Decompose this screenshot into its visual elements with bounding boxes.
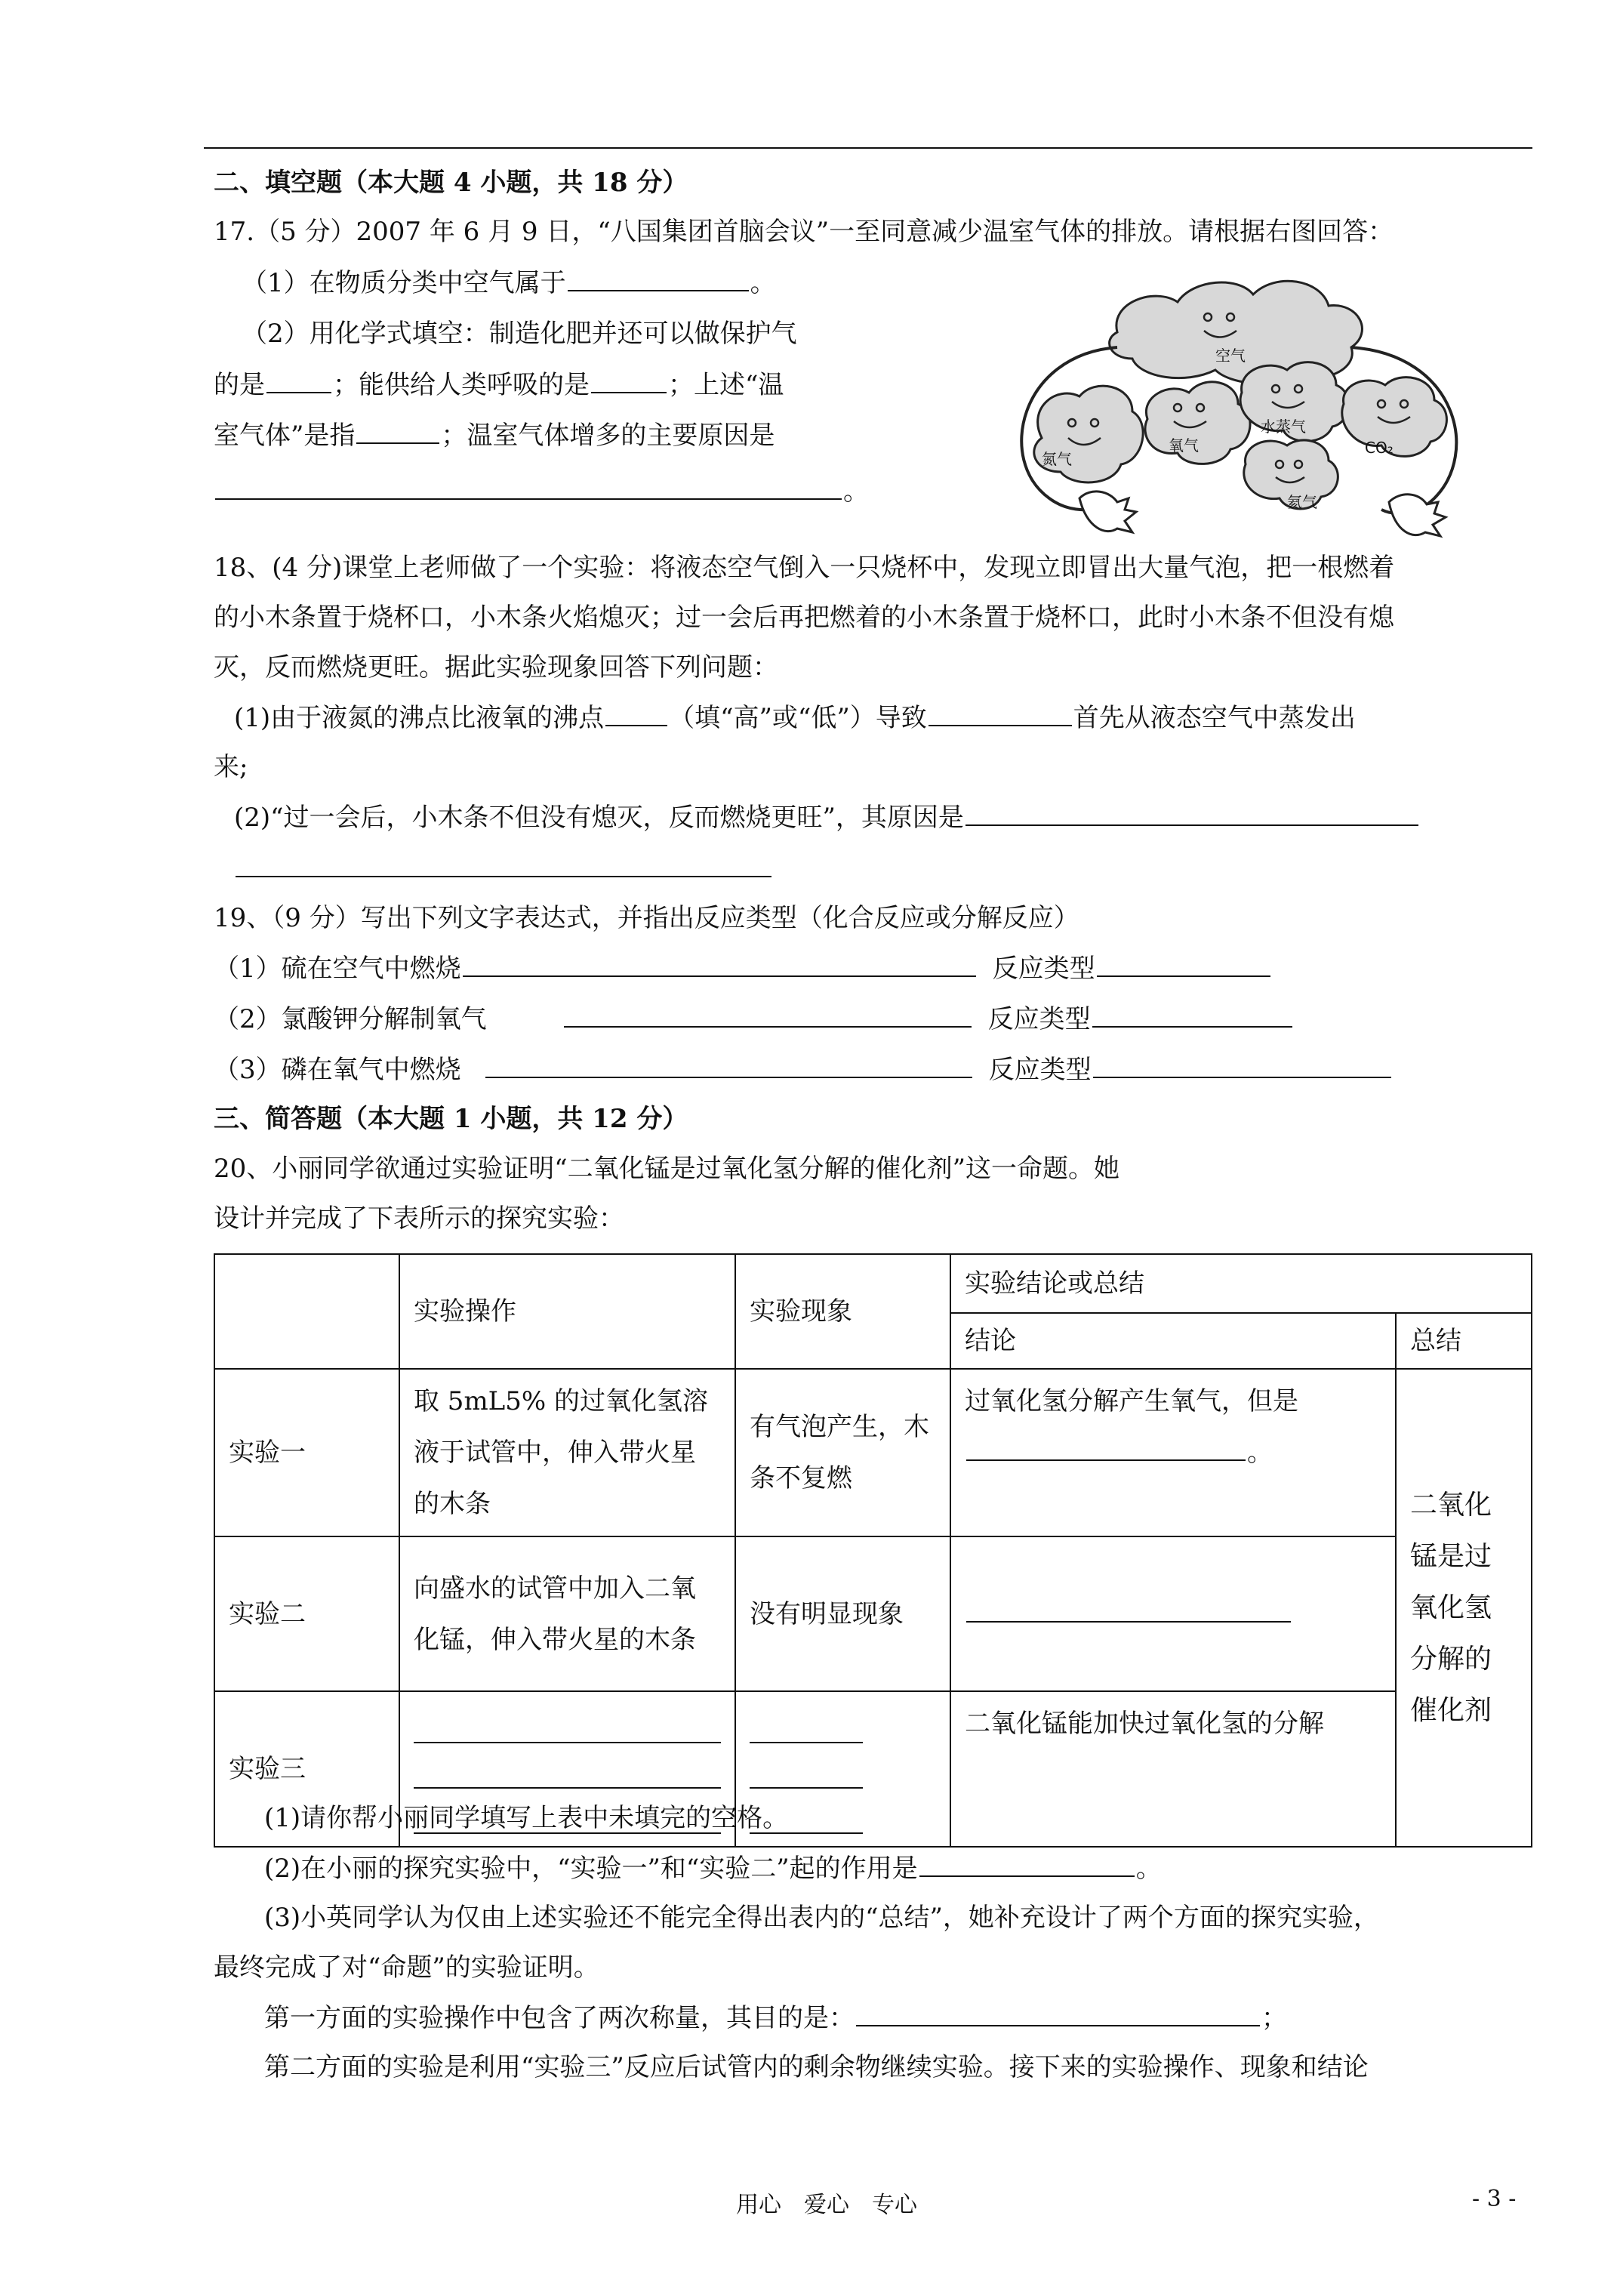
table-row: [214, 1369, 1532, 1536]
summary-cell: 二氧化锰是过氧化氢分解的催化剂: [1396, 1369, 1532, 1847]
q17-part2-line1: （2）用化学式填空：制造化肥并还可以做保护气: [242, 319, 797, 349]
header-conclusion: 结论: [950, 1313, 1396, 1369]
q18-part1: [234, 702, 1356, 733]
table-row: [214, 1536, 1532, 1691]
q20-part4-text: 第一方面的实验操作中包含了两次称量，其目的是：: [264, 2003, 855, 2033]
row-1-conclusion-text: 过氧化氢分解产生氧气，但是: [965, 1386, 1298, 1416]
q19-item-3-label: （3）磷在氧气中燃烧: [214, 1055, 461, 1085]
label-helium: 氦气: [1287, 493, 1317, 511]
q18-part1-text-a: (1)由于液氮的沸点比液氧的沸点: [234, 703, 605, 733]
q17-part2-text-d: 室气体”是指: [214, 421, 356, 451]
row-2-name: 实验二: [214, 1536, 399, 1691]
row-2-phenomenon: 没有明显现象: [735, 1536, 950, 1691]
q18-part1-end: 来;: [214, 752, 248, 782]
label-nitrogen: 氮气: [1042, 450, 1072, 468]
q19-item-2-type-label: 反应类型: [987, 1004, 1091, 1034]
q17-intro: 17.（5 分）2007 年 6 月 9 日，“八国集团首脑会议”一至同意减少温室气体的排放。请根据右图回答：: [214, 217, 1394, 247]
q20-part5: 第二方面的实验是利用“实验三”反应后试管内的剩余物继续实验。接下来的实验操作、现象和结论: [264, 2052, 1369, 2082]
row-3-operation-blank-2[interactable]: [414, 1749, 721, 1789]
label-water-vapor: 水蒸气: [1261, 418, 1306, 436]
q17-answer-blank-5[interactable]: [215, 476, 842, 500]
q18-answer-blank-3[interactable]: [965, 802, 1418, 826]
q18-part1-text-c: 首先从液态空气中蒸发出: [1073, 703, 1356, 733]
q17-part2-line2: [214, 369, 784, 400]
q19-item-2-label: （2）氯酸钾分解制氧气: [214, 1004, 487, 1034]
q17-part2-text-a: 的是: [214, 370, 265, 400]
row-1-conclusion: [950, 1369, 1396, 1536]
q17-answer-blank-4[interactable]: [356, 420, 439, 444]
q18-part2: [234, 802, 1420, 833]
q20-line2: 设计并完成了下表所示的探究实验：: [214, 1203, 624, 1234]
q18-line3: 灭，反而燃烧更旺。据此实验现象回答下列问题：: [214, 652, 778, 683]
q18-line1: 18、(4 分)课堂上老师做了一个实验：将液态空气倒入一只烧杯中，发现立即冒出大量气泡，把一根燃着: [214, 553, 1395, 583]
header-phenomenon: 实验现象: [735, 1254, 950, 1369]
q19-equation-blank-2[interactable]: [564, 1003, 972, 1028]
q17-answer-blank-1[interactable]: [568, 267, 749, 291]
experiment-table: [214, 1253, 1532, 1848]
header-empty-cell: [214, 1254, 399, 1369]
q19-type-blank-3[interactable]: [1093, 1054, 1391, 1078]
section-2-heading: 二、填空题（本大题 4 小题，共 18 分）: [214, 168, 688, 198]
q19-item-1-label: （1）硫在空气中燃烧: [214, 954, 461, 984]
table-header-row-1: [214, 1254, 1532, 1313]
q17-part2-line3: [214, 420, 775, 451]
q19-equation-blank-1[interactable]: [463, 953, 976, 977]
page-number: - 3 -: [1472, 2186, 1517, 2212]
q17-part1-end: 。: [750, 268, 776, 298]
row-2-conclusion-blank[interactable]: [966, 1598, 1291, 1623]
q18-answer-blank-2[interactable]: [929, 702, 1072, 726]
q17-part2-text-e: ；温室气体增多的主要原因是: [441, 421, 775, 451]
q18-part2-text: (2)“过一会后，小木条不但没有熄灭，反而燃烧更旺”，其原因是: [234, 803, 964, 833]
row-3-phenomenon-blank-1[interactable]: [750, 1704, 863, 1743]
q17-part2-end: 。: [843, 476, 869, 507]
q17-part1: [242, 267, 776, 298]
q20-part2-text: (2)在小丽的探究实验中，“实验一”和“实验二”起的作用是: [264, 1854, 918, 1884]
footer-motto: 用心 爱心 专心: [736, 2192, 917, 2218]
q20-line1: 20、小丽同学欲通过实验证明“二氧化锰是过氧化氢分解的催化剂”这一命题。她: [214, 1154, 1120, 1184]
q20-part2: [264, 1853, 1162, 1884]
label-co2: CO₂: [1365, 439, 1394, 457]
q19-equation-blank-3[interactable]: [485, 1054, 972, 1078]
q20-part3-line1: (3)小英同学认为仅由上述实验还不能完全得出表内的“总结”，她补充设计了两个方面的探究实验，: [264, 1903, 1379, 1933]
q17-part2-text-b: ；能供给人类呼吸的是: [333, 370, 590, 400]
row-2-conclusion: [950, 1536, 1396, 1691]
q19-item-3-type-label: 反应类型: [988, 1055, 1092, 1085]
row-2-operation: 向盛水的试管中加入二氧化锰，伸入带火星的木条: [399, 1536, 735, 1691]
q20-part1: (1)请你帮小丽同学填写上表中未填完的空格。: [264, 1803, 789, 1833]
q17-answer-blank-2[interactable]: [266, 369, 331, 393]
label-air: 空气: [1215, 347, 1246, 365]
row-1-conclusion-blank[interactable]: [966, 1437, 1246, 1461]
row-1-name: 实验一: [214, 1369, 399, 1536]
q19-item-2: [214, 1003, 1294, 1034]
q19-item-3: [214, 1054, 1393, 1085]
q17-answer-blank-3[interactable]: [591, 369, 667, 393]
section-3-heading: 三、简答题（本大题 1 小题，共 12 分）: [214, 1104, 688, 1134]
air-composition-illustration: [989, 272, 1480, 544]
header-conclusion-summary: 实验结论或总结: [950, 1254, 1532, 1313]
q20-answer-blank-2[interactable]: [856, 2002, 1260, 2026]
q18-part2-continued: [234, 853, 773, 884]
header-operation: 实验操作: [399, 1254, 735, 1369]
air-composition-figure: [989, 272, 1480, 544]
row-3-operation-blank-1[interactable]: [414, 1704, 721, 1743]
q17-part2-line4: [214, 476, 869, 507]
q18-line2: 的小木条置于烧杯口，小木条火焰熄灭；过一会后再把燃着的小木条置于烧杯口，此时小木条不但没有熄: [214, 603, 1394, 633]
q20-part2-end: 。: [1135, 1854, 1162, 1884]
row-1-conclusion-end: 。: [1247, 1438, 1273, 1468]
q19-item-1-type-label: 反应类型: [992, 954, 1095, 984]
q20-answer-blank-1[interactable]: [919, 1853, 1135, 1877]
row-1-phenomenon: 有气泡产生，木条不复燃: [735, 1369, 950, 1536]
q19-type-blank-1[interactable]: [1097, 953, 1270, 977]
q17-part1-text: （1）在物质分类中空气属于: [242, 268, 566, 298]
q20-part4-end: ；: [1261, 2003, 1287, 2033]
q19-type-blank-2[interactable]: [1092, 1003, 1292, 1028]
label-oxygen: 氧气: [1169, 436, 1199, 455]
q18-answer-blank-4[interactable]: [236, 853, 771, 877]
row-3-phenomenon-blank-2[interactable]: [750, 1749, 863, 1789]
row-3-conclusion: 二氧化锰能加快过氧化氢的分解: [950, 1691, 1396, 1847]
q20-part3-line2: 最终完成了对“命题”的实验证明。: [214, 1952, 599, 1983]
top-rule: [204, 147, 1532, 149]
q19-intro: 19、（9 分）写出下列文字表达式，并指出反应类型（化合反应或分解反应）: [214, 903, 1079, 933]
q20-part4: [264, 2002, 1287, 2033]
row-3-name: 实验三: [214, 1691, 399, 1847]
q18-answer-blank-1[interactable]: [605, 702, 667, 726]
q18-part1-text-b: （填“高”或“低”）导致: [669, 703, 927, 733]
header-summary: 总结: [1396, 1313, 1532, 1369]
q19-item-1: [214, 953, 1272, 984]
row-1-operation: 取 5mL5% 的过氧化氢溶液于试管中，伸入带火星的木条: [399, 1369, 735, 1536]
q17-part2-text-c: ；上述“温: [668, 370, 784, 400]
